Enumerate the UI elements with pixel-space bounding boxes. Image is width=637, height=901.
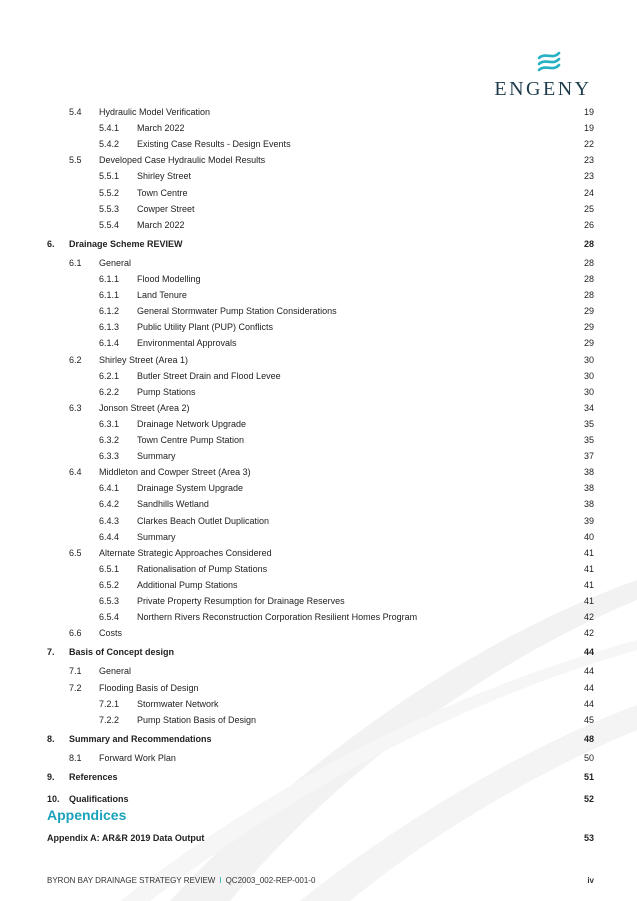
toc-entry-title: Pump Station Basis of Design xyxy=(137,714,257,725)
toc-entry[interactable] xyxy=(0,256,637,270)
toc-entry-page: 28 xyxy=(583,257,594,268)
toc-entry-page: 42 xyxy=(583,612,594,623)
toc-entry[interactable] xyxy=(0,664,637,678)
toc-entry-page: 42 xyxy=(583,628,594,639)
toc-entry-number: 6.2 xyxy=(69,354,82,365)
toc-entry-number: 5.4.2 xyxy=(99,139,120,150)
toc-entry-number: 6.4.1 xyxy=(99,483,120,494)
toc-entry-title: Drainage System Upgrade xyxy=(137,483,244,494)
toc-entry-number: 6.2.1 xyxy=(99,370,120,381)
toc-entry-page: 19 xyxy=(583,123,594,134)
toc-entry[interactable] xyxy=(0,697,637,711)
toc-entry-number: 5.4.1 xyxy=(99,123,120,134)
toc-entry[interactable] xyxy=(0,105,637,119)
toc-entry-page: 29 xyxy=(583,338,594,349)
toc-entry-title: Shirley Street xyxy=(137,171,192,182)
toc-entry-page: 51 xyxy=(583,772,594,782)
toc-entry-number: 6.5.4 xyxy=(99,612,120,623)
toc-entry-number: 6.3.3 xyxy=(99,451,120,462)
toc-entry-number: 6.1.4 xyxy=(99,338,120,349)
toc-entry-number: 6.4.2 xyxy=(99,499,120,510)
toc-entry[interactable] xyxy=(0,530,637,544)
toc-entry-title: Environmental Approvals xyxy=(137,338,237,349)
toc-entry[interactable] xyxy=(0,481,637,495)
toc-entry-page: 37 xyxy=(583,451,594,462)
toc-entry-page: 25 xyxy=(583,203,594,214)
toc-entry[interactable] xyxy=(0,169,637,183)
appendices-heading: Appendices xyxy=(47,807,127,823)
toc-entry-title: Additional Pump Stations xyxy=(137,579,238,590)
toc-entry-number: 8. xyxy=(47,733,55,744)
toc-entry-title: Drainage Scheme REVIEW xyxy=(69,238,183,249)
toc-entry-number: 6.5.3 xyxy=(99,596,120,606)
toc-entry[interactable] xyxy=(0,417,637,431)
toc-entry[interactable] xyxy=(0,336,637,350)
toc-entry[interactable] xyxy=(0,272,637,286)
footer-doc-title: BYRON BAY DRAINAGE STRATEGY REVIEW xyxy=(47,876,216,885)
toc-entry-title: March 2022 xyxy=(137,123,185,134)
toc-entry-title: General xyxy=(99,257,132,268)
toc-entry-page: 23 xyxy=(583,155,594,166)
toc-entry-number: 5.5.1 xyxy=(99,171,120,182)
toc-entry-number: 5.5.2 xyxy=(99,187,120,198)
toc-entry[interactable] xyxy=(0,792,637,806)
toc-entry-title: March 2022 xyxy=(137,219,185,230)
toc-entry-title: Summary and Recommendations xyxy=(69,733,212,744)
toc-entry[interactable] xyxy=(0,385,637,399)
toc-entry[interactable] xyxy=(0,497,637,511)
toc-entry-title: Clarkes Beach Outlet Duplication xyxy=(137,515,270,526)
toc-entry-title: Developed Case Hydraulic Model Results xyxy=(99,155,266,166)
toc-entry[interactable] xyxy=(0,578,637,592)
toc-entry[interactable] xyxy=(0,202,637,216)
toc-entry-title: Flooding Basis of Design xyxy=(99,682,199,693)
toc-entry[interactable] xyxy=(0,594,637,608)
toc-entry[interactable] xyxy=(0,401,637,415)
toc-entry-title: Private Property Resumption for Drainage Reserves xyxy=(137,596,345,606)
toc-entry-number: 5.4 xyxy=(69,107,82,117)
toc-entry-number: 6.1 xyxy=(69,257,82,268)
toc-entry-number: 6.5 xyxy=(69,547,82,558)
toc-entry-page: 23 xyxy=(583,171,594,182)
toc-entry-page: 30 xyxy=(583,370,594,381)
toc-entry[interactable] xyxy=(0,288,637,302)
toc-entry-page: 30 xyxy=(583,354,594,365)
toc-entry-page: 30 xyxy=(583,386,594,397)
footer-doc-ref: QC2003_002-REP-001-0 xyxy=(225,876,316,885)
toc-entry[interactable] xyxy=(0,751,637,765)
toc-entry-page: 26 xyxy=(583,219,594,230)
toc-entry[interactable] xyxy=(0,121,637,135)
toc-entry[interactable] xyxy=(0,732,637,746)
footer-page-number: iv xyxy=(587,876,594,885)
toc-entry-title: Alternate Strategic Approaches Considered xyxy=(99,547,272,558)
toc-entry-title: Northern Rivers Reconstruction Corporation Resilient Homes Program xyxy=(137,612,418,623)
toc-entry[interactable] xyxy=(0,770,637,784)
toc-entry-title: Shirley Street (Area 1) xyxy=(99,354,189,365)
toc-entry-number: 6.4 xyxy=(69,467,82,478)
toc-entry[interactable] xyxy=(0,449,637,463)
toc-entry-page: 34 xyxy=(583,402,594,413)
toc-entry[interactable] xyxy=(0,610,637,624)
toc-entry-page: 24 xyxy=(583,187,594,198)
toc-entry-page: 52 xyxy=(583,794,594,805)
toc-entry[interactable] xyxy=(0,681,637,695)
toc-entry[interactable] xyxy=(0,353,637,367)
toc-entry-page: 41 xyxy=(583,579,594,590)
toc-entry-number: 10. xyxy=(47,794,60,805)
toc-entry[interactable] xyxy=(0,465,637,479)
toc-entry-number: 6.4.4 xyxy=(99,531,120,542)
toc-entry-title: Stormwater Network xyxy=(137,698,219,709)
toc-entry-number: 6.1.1 xyxy=(99,274,120,284)
toc-entry-title: Land Tenure xyxy=(137,290,187,301)
toc-entry-title: Hydraulic Model Verification xyxy=(99,107,211,117)
logo-waves-icon xyxy=(535,50,563,76)
toc-entry-title: Existing Case Results - Design Events xyxy=(137,139,291,150)
toc-entry-title: Drainage Network Upgrade xyxy=(137,418,247,429)
toc-entry-page: 44 xyxy=(583,682,594,693)
toc-entry-page: 40 xyxy=(583,531,594,542)
toc-entry-page: 35 xyxy=(583,435,594,445)
toc-entry[interactable] xyxy=(0,546,637,560)
toc-entry-number: 6.3 xyxy=(69,402,82,413)
toc-entry[interactable] xyxy=(0,237,637,251)
toc-entry-title: Basis of Concept design xyxy=(69,647,175,658)
toc-entry-title: Appendix A: AR&R 2019 Data Output xyxy=(47,833,205,843)
toc-entry-number: 6.1.3 xyxy=(99,322,120,333)
toc-entry-page: 35 xyxy=(583,418,594,429)
toc-entry-page: 22 xyxy=(583,139,594,150)
toc-entry-number: 6.2.2 xyxy=(99,386,120,397)
toc-entry-title: Flood Modelling xyxy=(137,274,201,284)
toc-entry-number: 6.3.1 xyxy=(99,418,120,429)
toc-entry-title: Sandhills Wetland xyxy=(137,499,209,510)
toc-entry-number: 7.2.2 xyxy=(99,714,120,725)
toc-entry-title: Rationalisation of Pump Stations xyxy=(137,563,268,574)
toc-entry-title: Jonson Street (Area 2) xyxy=(99,402,190,413)
toc-entry-page: 29 xyxy=(583,306,594,317)
toc-entry-page: 28 xyxy=(583,274,594,284)
toc-entry-page: 38 xyxy=(583,483,594,494)
toc-entry-number: 6. xyxy=(47,238,55,249)
toc-entry[interactable] xyxy=(0,218,637,232)
toc-entry[interactable] xyxy=(0,369,637,383)
toc-entry-number: 8.1 xyxy=(69,752,82,763)
toc-entry-number: 7.2 xyxy=(69,682,82,693)
toc-entry-number: 6.5.1 xyxy=(99,563,120,574)
toc-entry[interactable] xyxy=(0,562,637,576)
toc-entry-page: 41 xyxy=(583,547,594,558)
toc-entry-title: Public Utility Plant (PUP) Conflicts xyxy=(137,322,274,333)
toc-entry-title: Summary xyxy=(137,451,176,462)
toc-entry[interactable] xyxy=(0,713,637,727)
toc-entry-number: 5.5.3 xyxy=(99,203,120,214)
toc-entry-number: 6.1.1 xyxy=(99,290,120,301)
toc-entry-number: 7.2.1 xyxy=(99,698,120,709)
toc-entry-number: 7. xyxy=(47,647,55,658)
toc-entry[interactable] xyxy=(0,153,637,167)
toc-entry-title: General xyxy=(99,666,132,677)
toc-entry-page: 28 xyxy=(583,238,594,249)
toc-entry-number: 9. xyxy=(47,772,55,782)
toc-entry-page: 41 xyxy=(583,596,594,606)
toc-entry-page: 38 xyxy=(583,467,594,478)
logo-wordmark: ENGENY xyxy=(494,78,592,100)
page-footer xyxy=(47,874,594,888)
toc-entry-title: Middleton and Cowper Street (Area 3) xyxy=(99,467,251,478)
toc-entry-title: Costs xyxy=(99,628,123,639)
toc-entry-number: 6.3.2 xyxy=(99,435,120,445)
toc-entry-number: 6.1.2 xyxy=(99,306,120,317)
toc-entry[interactable] xyxy=(0,137,637,151)
toc-entry-number: 5.5 xyxy=(69,155,82,166)
toc-entry-number: 6.5.2 xyxy=(99,579,120,590)
toc-entry[interactable] xyxy=(0,433,637,447)
toc-entry[interactable] xyxy=(0,320,637,334)
toc-entry-title: Pump Stations xyxy=(137,386,196,397)
toc-entry-page: 19 xyxy=(583,107,594,117)
toc-entry-appendix-a[interactable] xyxy=(0,831,637,845)
toc-entry-title: Summary xyxy=(137,531,176,542)
toc-entry-title: Butler Street Drain and Flood Levee xyxy=(137,370,281,381)
toc-entry-title: Qualifications xyxy=(69,794,129,805)
toc-entry-title: Town Centre xyxy=(137,187,188,198)
toc-entry-page: 53 xyxy=(583,833,594,843)
toc-entry[interactable] xyxy=(0,626,637,640)
toc-entry-page: 48 xyxy=(583,733,594,744)
toc-entry-title: References xyxy=(69,772,118,782)
toc-entry-page: 45 xyxy=(583,714,594,725)
toc-entry-page: 44 xyxy=(583,698,594,709)
toc-entry-page: 38 xyxy=(583,499,594,510)
toc-entry[interactable] xyxy=(0,514,637,528)
footer-separator: I xyxy=(219,876,222,885)
toc-entry-page: 44 xyxy=(583,647,594,658)
toc-entry-title: Forward Work Plan xyxy=(99,752,176,763)
toc-entry-number: 6.4.3 xyxy=(99,515,120,526)
toc-entry[interactable] xyxy=(0,645,637,659)
toc-entry-page: 41 xyxy=(583,563,594,574)
toc-entry-number: 7.1 xyxy=(69,666,82,677)
toc-entry-number: 6.6 xyxy=(69,628,82,639)
toc-entry-page: 29 xyxy=(583,322,594,333)
toc-entry[interactable] xyxy=(0,304,637,318)
toc-entry-page: 39 xyxy=(583,515,594,526)
toc-entry-title: Cowper Street xyxy=(137,203,195,214)
toc-entry[interactable] xyxy=(0,186,637,200)
toc-entry-number: 5.5.4 xyxy=(99,219,120,230)
toc-entry-page: 28 xyxy=(583,290,594,301)
toc-entry-page: 44 xyxy=(583,666,594,677)
toc-entry-title: General Stormwater Pump Station Considerations xyxy=(137,306,337,317)
toc-entry-page: 50 xyxy=(583,752,594,763)
toc-entry-title: Town Centre Pump Station xyxy=(137,435,245,445)
